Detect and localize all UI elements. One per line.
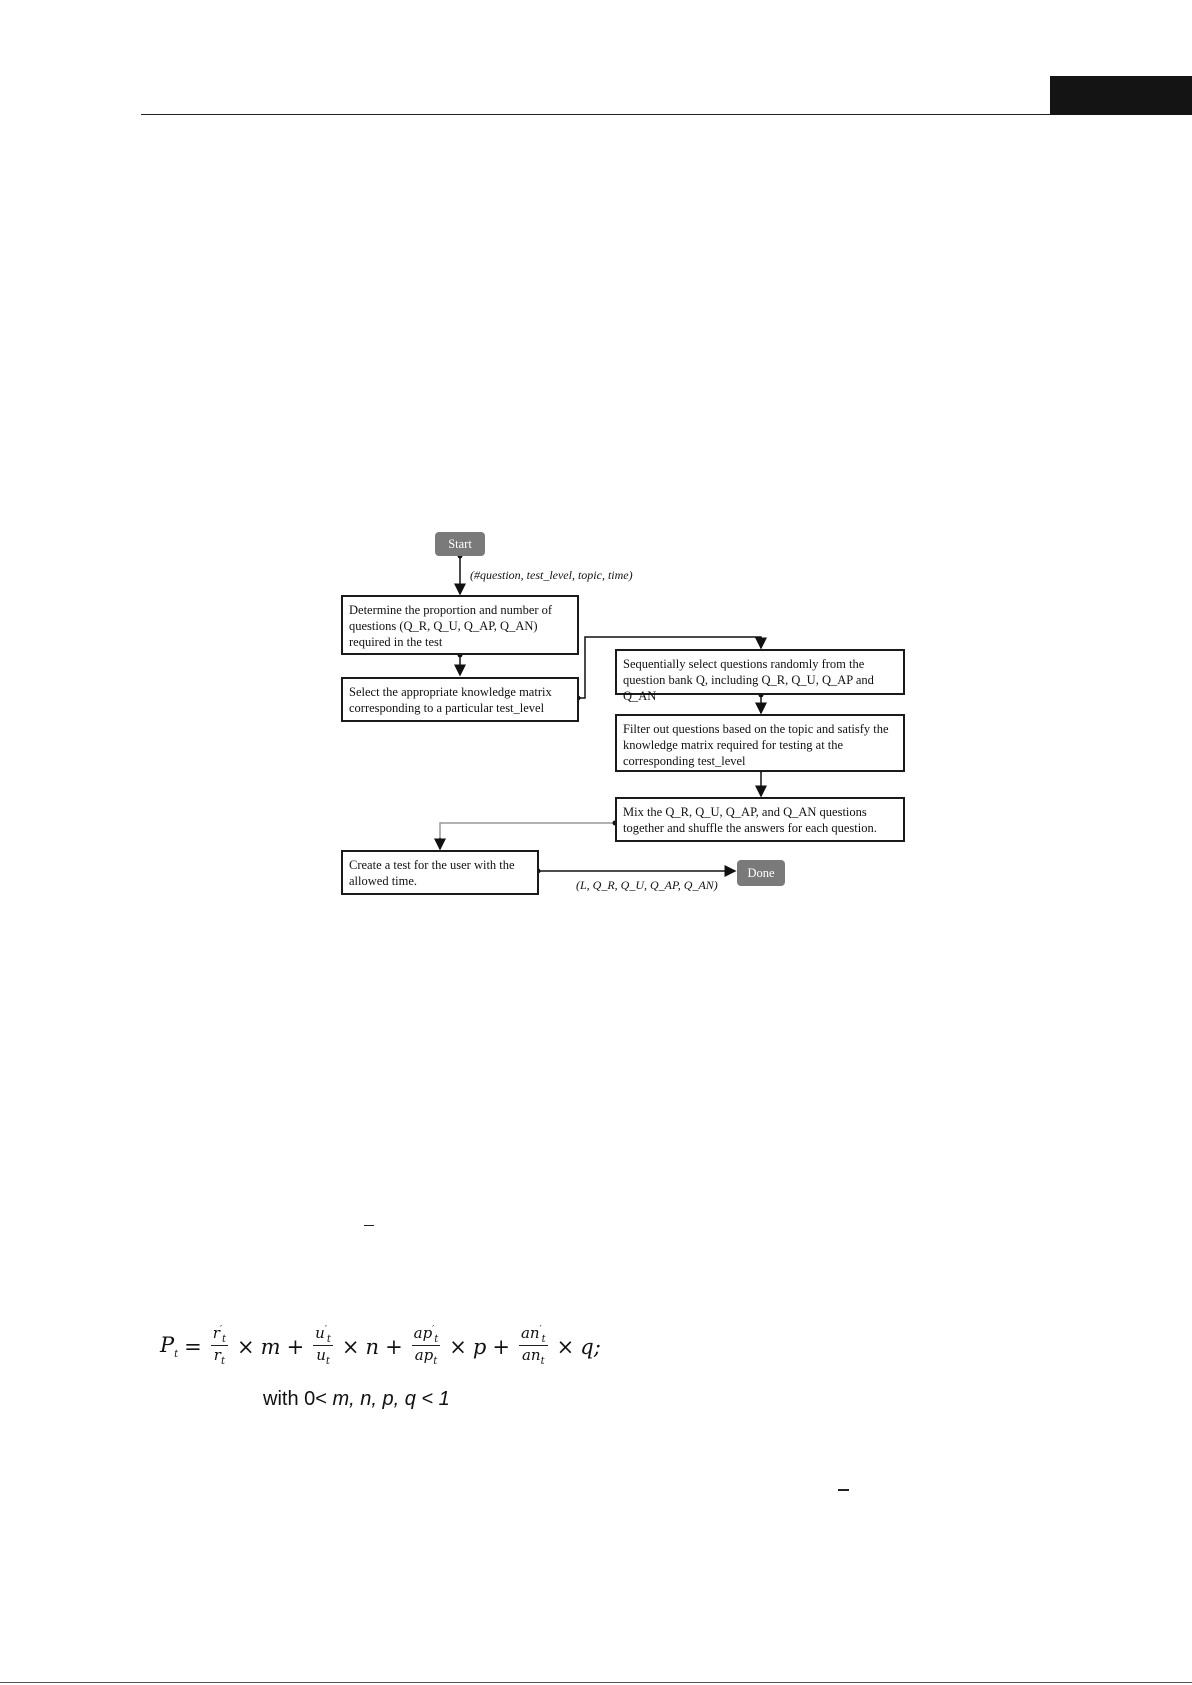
create-test-node [341,850,539,895]
formula-term-4-fraction: $\frac{an'_t}{an_t}$ [520,1324,546,1367]
start-node [435,532,485,556]
select-matrix-node-label: Select the appropriate knowledge matrix corresponding to a particular test_level [349,685,552,715]
sequential-select-node-label: Sequentially select questions randomly from the question bank Q, including Q_R, Q_U, Q_AP and Q_AN [623,657,874,703]
select-matrix-node [341,677,579,722]
formula-coef-3: p [472,1334,487,1359]
constraint-vars: m, n, p, q < 1 [332,1388,450,1410]
input-edge-label: (#question, test_level, topic, time) [470,568,633,582]
formula-terminator: ; [593,1334,601,1359]
done-node-label: Done [747,865,775,880]
create-test-node-label: Create a test for the user with the allowed time. [349,858,515,888]
formula-coef-1: m [260,1334,281,1359]
stray-dash-1 [364,1225,374,1226]
mix-node [615,797,905,842]
stray-dash-2 [838,1489,849,1491]
bottom-rule [0,1682,1192,1683]
formula-term-1-fraction: $\frac{r'_t}{r_t}$ [212,1324,227,1367]
sequential-select-node [615,649,905,703]
edge-mix-create-line [440,823,615,848]
formula-term-2-fraction: $\frac{u'_t}{u_t}$ [315,1324,331,1367]
mix-node-label: Mix the Q_R, Q_U, Q_AP, and Q_AN questions together and shuffle the answers for each question. [623,805,877,835]
determine-node-label: Determine the proportion and number of questions (Q_R, Q_U, Q_AP, Q_AN) required in the test [349,603,553,649]
filter-node-label: Filter out questions based on the topic and satisfy the knowledge matrix required for testing at the corresponding test_level [623,722,889,768]
formula-coef-4: q [580,1334,594,1359]
formula-constraint [263,1388,450,1411]
formula-term-3-fraction: $\frac{ap'_t}{ap_t}$ [413,1324,439,1367]
equals-sign: = [184,1334,202,1359]
output-edge-label: (L, Q_R, Q_U, Q_AP, Q_AN) [576,878,718,892]
formula-lhs: $P_t$ [160,1332,179,1361]
start-node-label: Start [448,536,472,551]
determine-node [341,595,579,655]
constraint-prefix: with 0< [263,1388,327,1410]
formula-coef-2: n [365,1334,380,1359]
filter-node [615,714,905,772]
performance-formula: $P_t$ = $\frac{r'_t}{r_t}$ × m + $\frac{u'_t}{u_t}$ × n + $\frac{ap'_t}{ap_t}$ × p + $\frac{an'_t}{an_t}$ × q ; [160,1324,601,1367]
done-node [737,860,785,886]
